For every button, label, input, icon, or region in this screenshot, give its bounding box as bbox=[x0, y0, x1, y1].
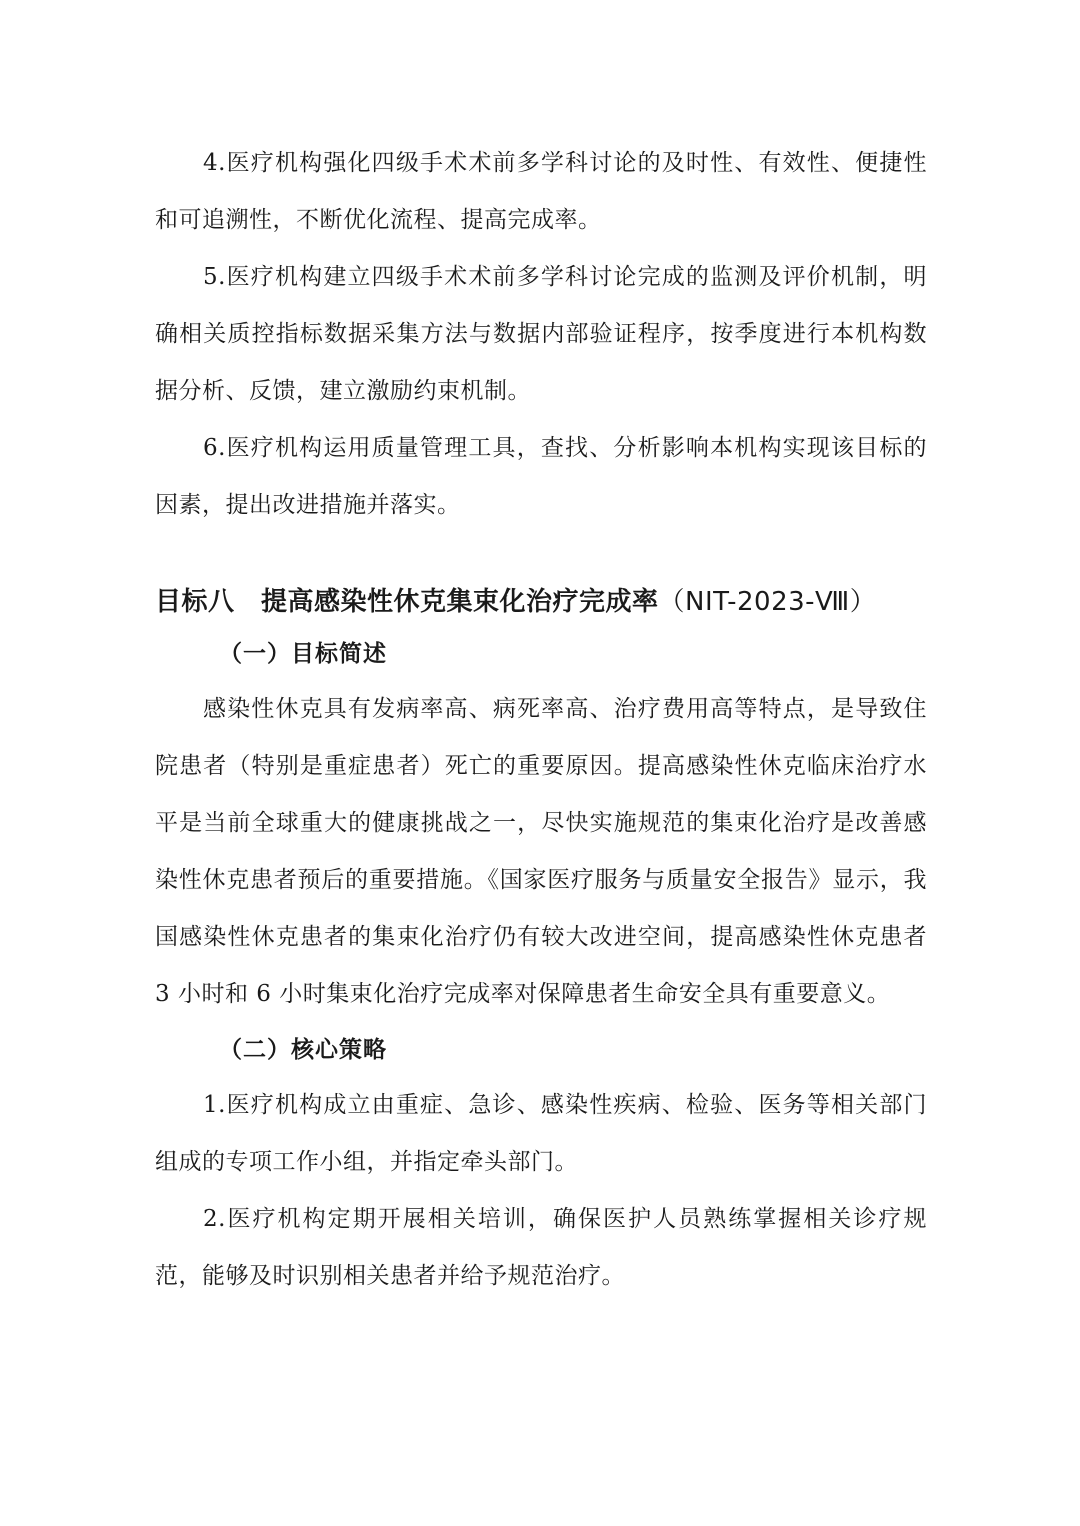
section-title bbox=[155, 577, 927, 627]
paragraph-strategy-6: 6.医疗机构运用质量管理工具，查找、分析影响本机构实现该目标的因素，提出改进措施并落实。 bbox=[155, 435, 927, 518]
paragraph-strategy-4: 4.医疗机构强化四级手术术前多学科讨论的及时性、有效性、便捷性和可追溯性，不断优化流程、提高完成率。 bbox=[155, 150, 927, 233]
page-content bbox=[155, 135, 927, 1305]
subsection-heading-overview: （一）目标简述 bbox=[219, 640, 387, 667]
section-title-text: 目标八 提高感染性休克集束化治疗完成率 bbox=[155, 587, 659, 617]
paragraph-strategy-2: 2.医疗机构定期开展相关培训，确保医护人员熟练掌握相关诊疗规范，能够及时识别相关患者并给予规范治疗。 bbox=[155, 1206, 927, 1289]
section-code: （NIT-2023-Ⅷ） bbox=[658, 587, 877, 617]
paragraph-strategy-1: 1.医疗机构成立由重症、急诊、感染性疾病、检验、医务等相关部门组成的专项工作小组，并指定牵头部门。 bbox=[155, 1092, 927, 1175]
section-spacer bbox=[155, 534, 927, 577]
paragraph-overview: 感染性休克具有发病率高、病死率高、治疗费用高等特点，是导致住院患者（特别是重症患者）死亡的重要原因。提高感染性休克临床治疗水平是当前全球重大的健康挑战之一，尽快实施规范的集束化治疗是改善感染性休克患者预后的重要措施。《国家医疗服务与质量安全报告》显示，我国感染性休克患者的集束化治疗仍有较大改进空间，提高感染性休克患者 3 小时和 6 小时集束化治疗完成率对保障患者生命安全具有重要意义。 bbox=[155, 696, 927, 1007]
paragraph-strategy-5: 5.医疗机构建立四级手术术前多学科讨论完成的监测及评价机制，明确相关质控指标数据采集方法与数据内部验证程序，按季度进行本机构数据分析、反馈，建立激励约束机制。 bbox=[155, 264, 927, 404]
subsection-heading-strategy: （二）核心策略 bbox=[219, 1036, 387, 1063]
